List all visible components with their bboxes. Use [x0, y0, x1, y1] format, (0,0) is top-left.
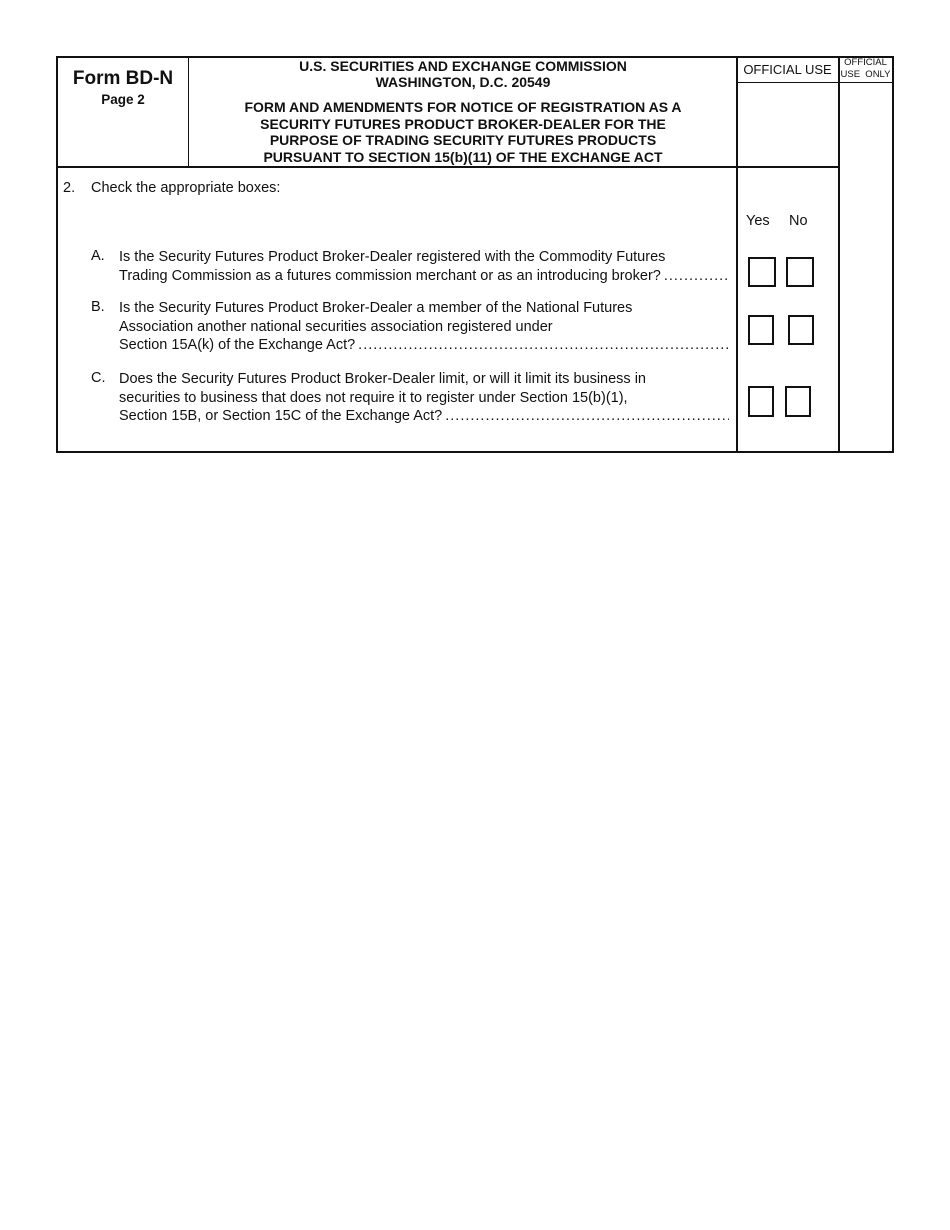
form-description-line: PURPOSE OF TRADING SECURITY FUTURES PRODUCTS: [269, 132, 657, 148]
question-c-letter: C.: [91, 370, 106, 386]
question-b-no-checkbox[interactable]: [788, 315, 814, 345]
question-c-line: Does the Security Futures Product Broker-Dealer limit, or will it limit its business in: [119, 371, 646, 387]
form-description-line: SECURITY FUTURES PRODUCT BROKER-DEALER FOR THE: [260, 115, 666, 132]
question-c-yes-checkbox[interactable]: [748, 386, 774, 417]
header-bottom-line: [56, 166, 840, 168]
official-use-only-line: USE ONLY: [840, 69, 891, 80]
question-b-line: Is the Security Futures Product Broker-Dealer a member of the National Futures: [119, 300, 633, 316]
official-use-only-line: OFFICIAL: [844, 57, 887, 68]
question-b-text: [119, 299, 729, 355]
question-c-no-checkbox[interactable]: [785, 386, 811, 417]
dot-leader: [358, 336, 729, 355]
section-number: 2.: [63, 180, 76, 196]
section-instruction: Check the appropriate boxes:: [91, 180, 281, 196]
question-a-no-checkbox[interactable]: [786, 257, 814, 287]
question-a-line: Trading Commission as a futures commission merchant or as an introducing broker?: [119, 267, 661, 284]
form-title: Form BD-N: [72, 68, 174, 89]
question-b-line-leader: [119, 336, 729, 355]
question-a-line: Is the Security Futures Product Broker-Dealer registered with the Commodity Futures: [119, 249, 666, 265]
agency-name: U.S. SECURITIES AND EXCHANGE COMMISSION: [299, 58, 627, 74]
form-border-bottom: [56, 451, 894, 453]
question-a-yes-checkbox[interactable]: [748, 257, 776, 287]
question-c-line: securities to business that does not require it to register under Section 15(b)(1),: [119, 389, 628, 406]
question-a-letter: A.: [91, 248, 105, 264]
no-column-label: No: [789, 213, 808, 229]
question-a-text: [119, 248, 729, 285]
question-c-text: [119, 370, 729, 426]
question-b-yes-checkbox[interactable]: [748, 315, 774, 345]
question-b-line: Association another national securities association registered under: [119, 318, 553, 335]
dot-leader: [445, 407, 729, 426]
question-b-letter: B.: [91, 299, 105, 315]
yes-column-label: Yes: [746, 213, 770, 229]
question-a-line-leader: [119, 267, 729, 286]
official-use-only-label: [839, 57, 892, 81]
header-divider-left: [188, 56, 189, 166]
dot-leader: [664, 267, 729, 286]
official-use-only-divider: [838, 56, 840, 452]
form-border-right: [892, 56, 894, 452]
official-use-label: OFFICIAL USE: [743, 62, 832, 77]
form-border-left: [56, 56, 58, 452]
question-c-line-leader: [119, 407, 729, 426]
official-use-label-line: [736, 82, 894, 83]
form-description-line: PURSUANT TO SECTION 15(b)(11) OF THE EXCHANGE ACT: [263, 148, 663, 165]
question-c-line: Section 15B, or Section 15C of the Exchange Act?: [119, 408, 443, 424]
form-description: [190, 99, 736, 165]
form-description-line: FORM AND AMENDMENTS FOR NOTICE OF REGISTRATION AS A: [244, 99, 682, 115]
official-use-divider: [736, 56, 738, 452]
page-label: Page 2: [101, 92, 145, 107]
question-b-line: Section 15A(k) of the Exchange Act?: [119, 337, 356, 353]
agency-address: WASHINGTON, D.C. 20549: [375, 74, 551, 90]
